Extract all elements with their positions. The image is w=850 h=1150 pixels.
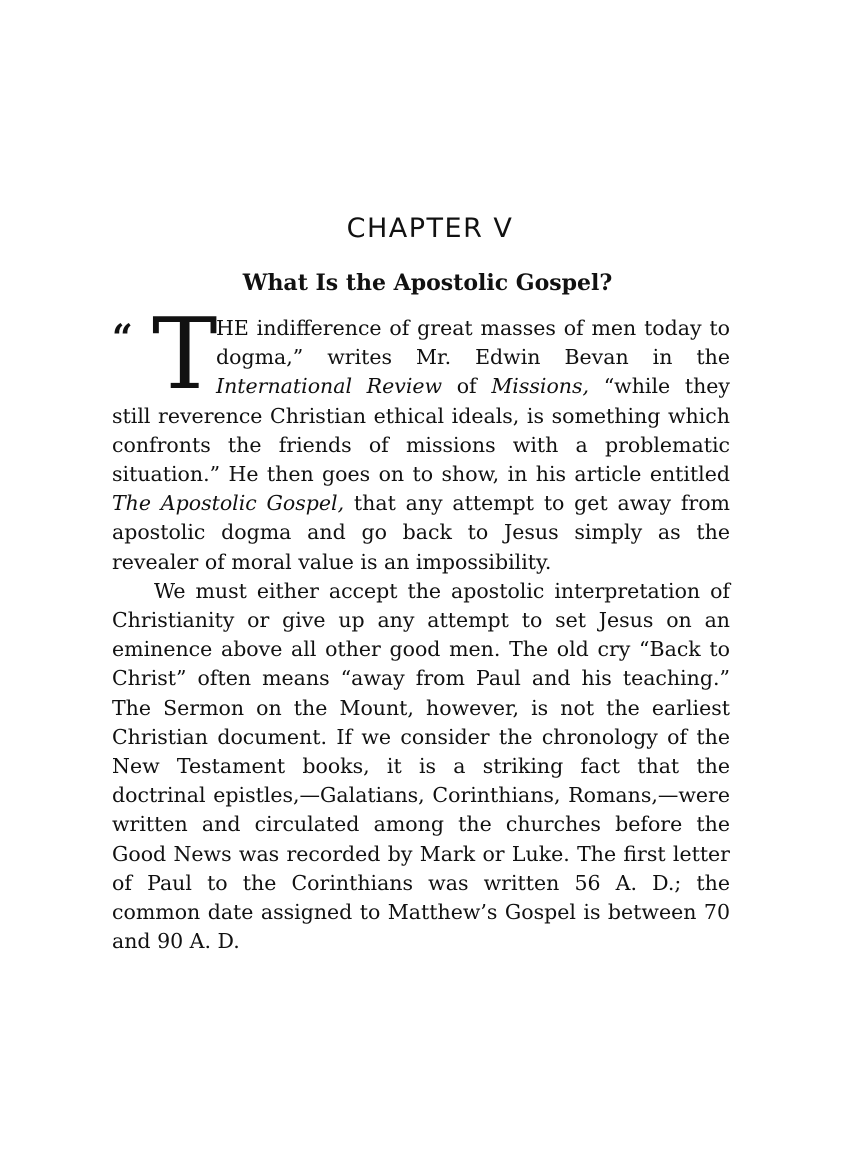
journal-title: International Review: [216, 374, 443, 399]
paragraph-text: HE indifference of great masses of men today to dogma,” writes Mr. Edwin Bevan in the: [216, 316, 730, 370]
paragraph-text: of: [442, 374, 492, 399]
chapter-number: CHAPTER V: [346, 213, 514, 244]
drop-cap: [112, 298, 218, 412]
drop-cap-quote: “: [112, 317, 133, 359]
journal-title-continued: Missions,: [491, 374, 590, 399]
paragraph-text: “while they still reverence Christian ethical ideals, is something which confronts the friends of missions with a problematic situation.” He then goes on to show, in his article entitled: [112, 374, 730, 487]
body-text: [112, 298, 730, 956]
chapter-title: What Is the Apostolic Gospel?: [242, 270, 613, 296]
drop-cap-letter: T: [152, 298, 218, 412]
article-title: The Apostolic Gospel,: [112, 491, 345, 516]
paragraph-first: [112, 298, 730, 577]
paragraph-second: We must either accept the apostolic interpretation of Christianity or give up any attempt to set Jesus on an eminence above all other good men. The old cry “Back to Christ” often means “away from Paul and his teaching.” The Sermon on the Mount, however, is not the earliest Christian document. If we consider the chronology of the New Testament books, it is a striking fact that the doctrinal epistles,—Galatians, Corinthians, Romans,—were written and circulated among the churches before the Good News was recorded by Mark or Luke. The first letter of Paul to the Corinthians was written 56 A. D.; the common date assigned to Matthew’s Gospel is between 70 and 90 A. D.: [112, 578, 730, 954]
paragraph-text: that any attempt to get away from apostolic dogma and go back to Jesus simply as the revealer of moral value is an impossibility.: [112, 491, 730, 574]
